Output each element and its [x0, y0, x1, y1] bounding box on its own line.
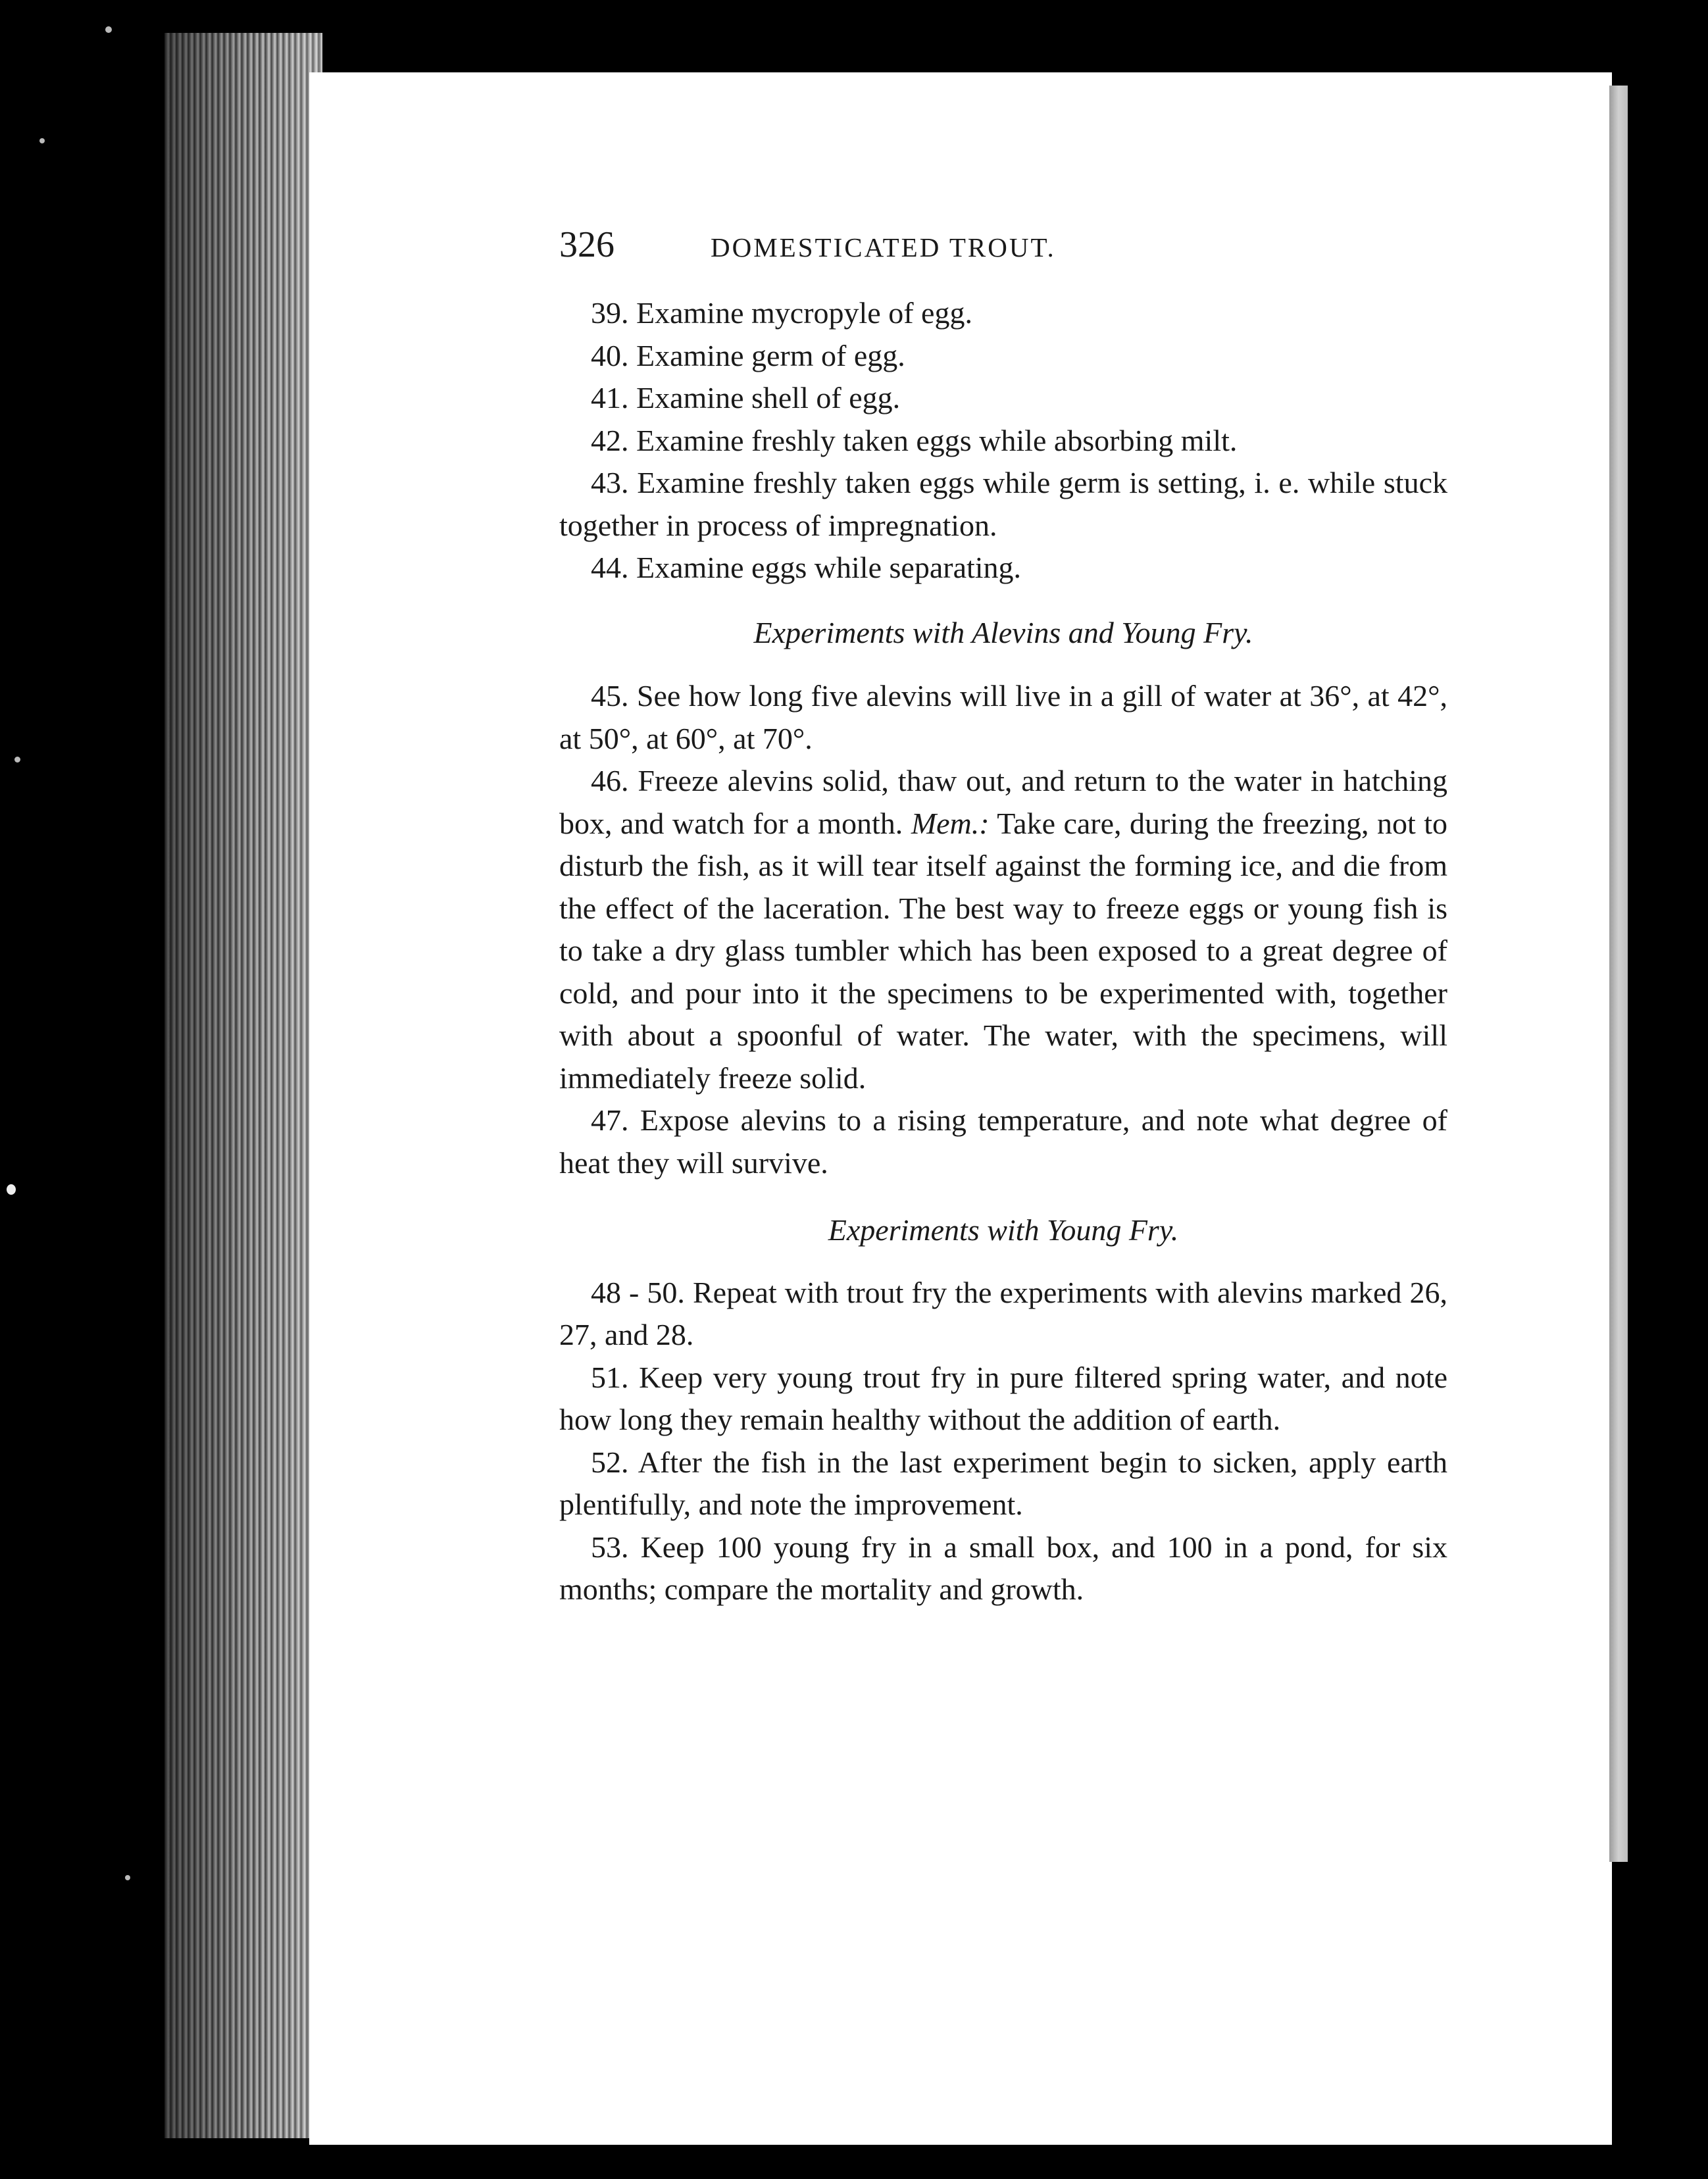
item-46-text: 46. Freeze alevins solid, thaw out, and return to the water in hatching box, and watch for a month.: [559, 764, 1447, 840]
scan-speck: [125, 1875, 130, 1880]
scan-speck: [14, 757, 20, 763]
item-40: 40. Examine germ of egg.: [591, 338, 905, 372]
scan-speck: [39, 138, 45, 143]
item-41: 41. Examine shell of egg.: [591, 381, 901, 414]
item-39: 39. Examine mycropyle of egg.: [591, 296, 972, 330]
section-heading-alevins: Experiments with Alevins and Young Fry.: [753, 615, 1253, 649]
item-44: 44. Examine eggs while separating.: [591, 551, 1022, 584]
book-page-edges: [164, 33, 322, 2138]
item-53: 53. Keep 100 young fry in a small box, and 100 in a pond, for six months; compare the mortality and growth.: [559, 1530, 1447, 1606]
item-42: 42. Examine freshly taken eggs while absorbing milt.: [591, 423, 1238, 457]
item-45: 45. See how long five alevins will live in a gill of water at 36°, at 42°, at 50°, at 60°, at 70°.: [559, 679, 1447, 755]
section-heading-young-fry: Experiments with Young Fry.: [828, 1213, 1179, 1247]
running-head: [559, 224, 1447, 280]
item-51: 51. Keep very young trout fry in pure filtered spring water, and note how long they remain healthy without the addition of earth.: [559, 1360, 1447, 1436]
item-48-50: 48 - 50. Repeat with trout fry the experiments with alevins marked 26, 27, and 28.: [559, 1275, 1447, 1351]
item-46: [559, 760, 1447, 1099]
next-page-edge: [1609, 86, 1628, 1862]
item-52: 52. After the fish in the last experiment begin to sicken, apply earth plentifully, and note the improvement.: [559, 1445, 1447, 1521]
item-43: 43. Examine freshly taken eggs while germ is setting, i. e. while stuck together in process of impregnation.: [559, 466, 1447, 542]
item-46-note: Take care, during the freezing, not to disturb the fish, as it will tear itself against the forming ice, and die from the effect of the laceration. The best way to freeze eggs or young fish is to take a dry glass tumbler which has been exposed to a great degree of cold, and pour into it the specimens to be experimented with, together with about a spoonful of water. The water, with the specimens, will immediately freeze solid.: [559, 806, 1448, 1095]
running-title: DOMESTICATED TROUT.: [711, 232, 1056, 263]
page-text: [559, 224, 1447, 1611]
item-47: 47. Expose alevins to a rising temperature, and note what degree of heat they will survive.: [559, 1103, 1447, 1180]
memorandum-label: Mem.:: [911, 806, 990, 840]
scan-speck: [105, 26, 112, 33]
page-number: 326: [559, 224, 615, 265]
scan-speck: [7, 1184, 16, 1195]
